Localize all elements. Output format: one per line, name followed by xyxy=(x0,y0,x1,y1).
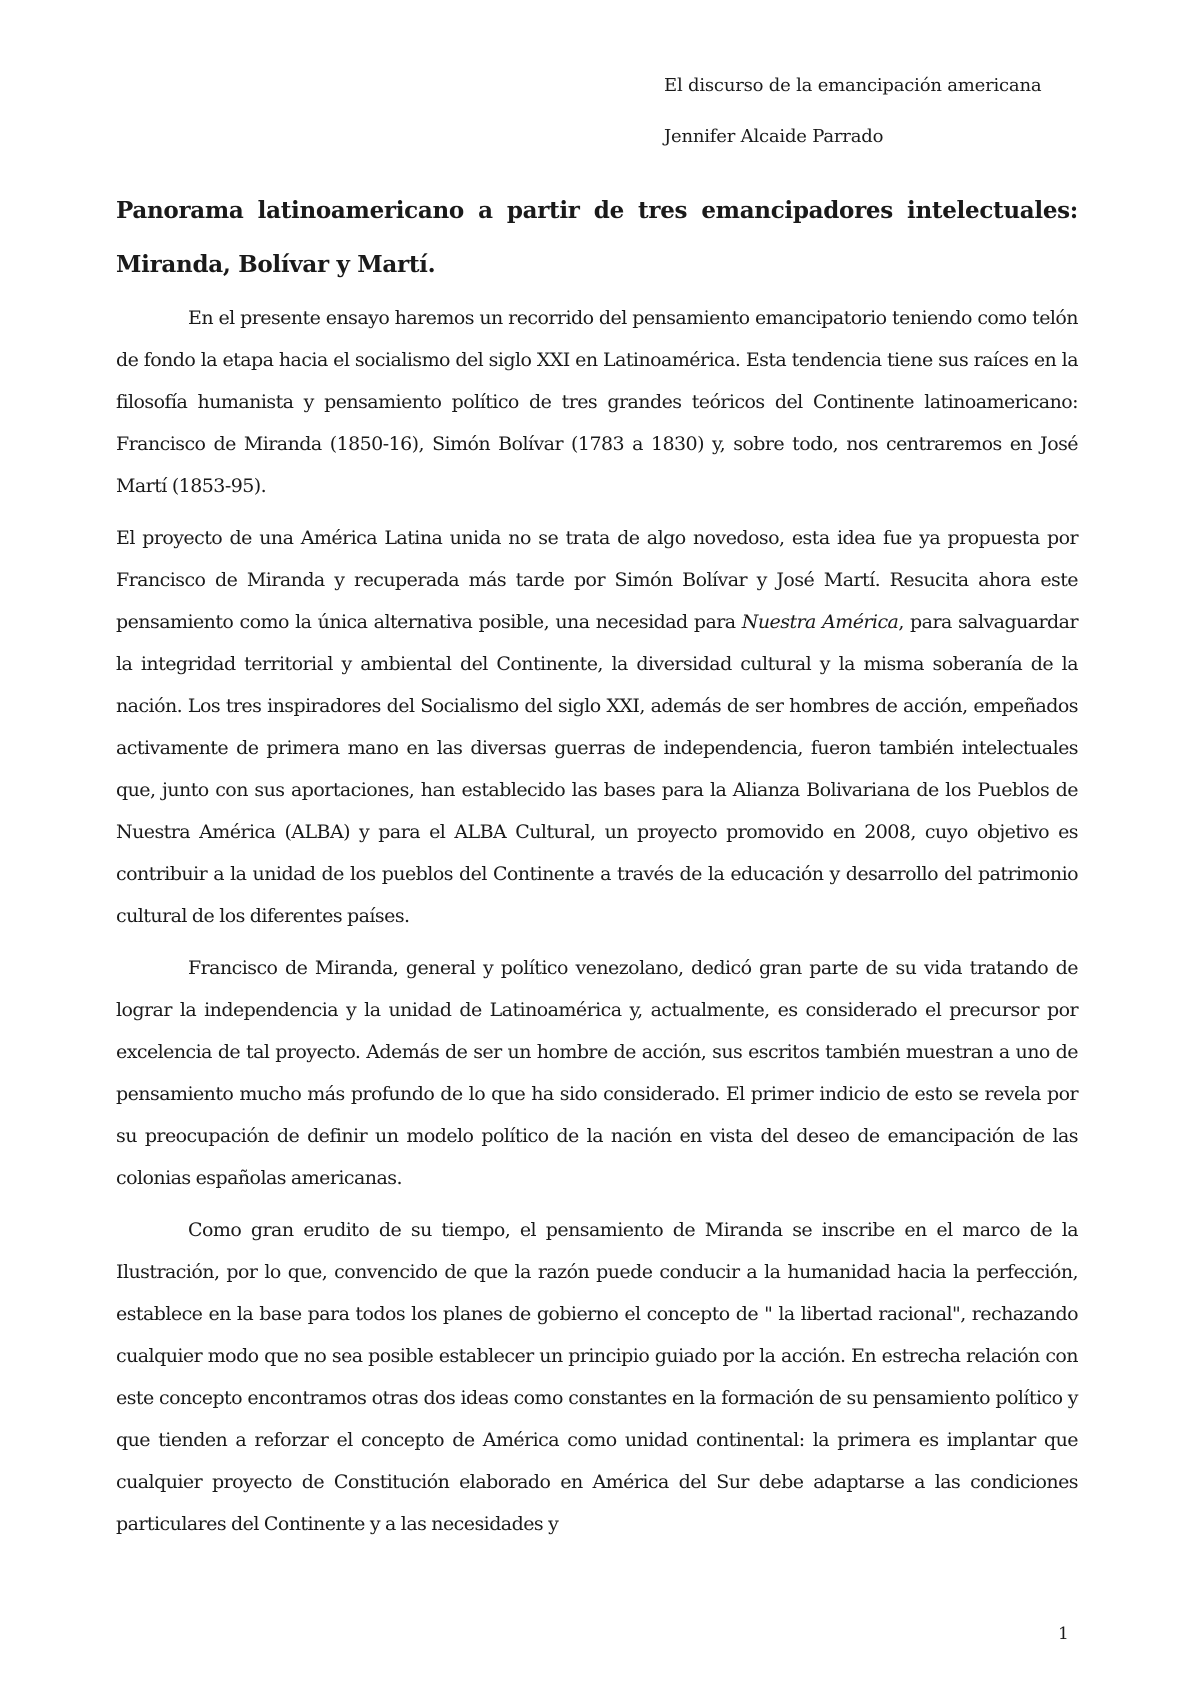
paragraph-2-italic: Nuestra América xyxy=(741,611,899,633)
paragraph-3: Francisco de Miranda, general y político venezolano, dedicó gran parte de su vida tratando de lograr la independencia y la unidad de Latinoamérica y, actualmente, es considerado el precursor por excelencia de tal proyecto. Además de ser un hombre de acción, sus escritos también muestran a uno de pensamiento mucho más profundo de lo que ha sido considerado. El primer indicio de esto se revela por su preocupación de definir un modelo político de la nación en vista del deseo de emancipación de las colonias españolas americanas. xyxy=(116,957,1078,1189)
header-course: El discurso de la emancipación americana xyxy=(664,75,1042,96)
essay-title: Panorama latinoamericano a partir de tres emancipadores intelectuales: Miranda, Bolívar y Martí. xyxy=(116,197,1078,278)
paragraph-2 xyxy=(116,517,1078,937)
header-author: Jennifer Alcaide Parrado xyxy=(664,126,884,147)
paragraph-4: Como gran erudito de su tiempo, el pensamiento de Miranda se inscribe en el marco de la Ilustración, por lo que, convencido de que la razón puede conducir a la humanidad hacia la perfección, establece en la base para todos los planes de gobierno el concepto de " la libertad racional", rechazando cualquier modo que no sea posible establecer un principio guiado por la acción. En estrecha relación con este concepto encontramos otras dos ideas como constantes en la formación de su pensamiento político y que tienden a reforzar el concepto de América como unidad continental: la primera es implantar que cualquier proyecto de Constitución elaborado en América del Sur debe adaptarse a las condiciones particulares del Continente y a las necesidades y xyxy=(116,1219,1078,1535)
paragraph-2-text-a: El proyecto de una América Latina unida no se trata de algo novedoso, esta idea fue ya propuesta por Francisco de Miranda y recuperada más tarde por Simón Bolívar y José Martí. Resucita ahora este pensamiento como la única alternativa posible, una necesidad para xyxy=(116,527,1078,633)
paragraph-1: En el presente ensayo haremos un recorrido del pensamiento emancipatorio teniendo como telón de fondo la etapa hacia el socialismo del siglo XXI en Latinoamérica. Esta tendencia tiene sus raíces en la filosofía humanista y pensamiento político de tres grandes teóricos del Continente latinoamericano: Francisco de Miranda (1850-16), Simón Bolívar (1783 a 1830) y, sobre todo, nos centraremos en José Martí (1853-95). xyxy=(116,307,1078,497)
page-header xyxy=(664,72,1041,151)
paragraph-2-text-b: , para salvaguardar la integridad territorial y ambiental del Continente, la diversidad cultural y la misma soberanía de la nación. Los tres inspiradores del Socialismo del siglo XXI, además de ser hombres de acción, empeñados activamente de primera mano en las diversas guerras de independencia, fueron también intelectuales que, junto con sus aportaciones, han establecido las bases para la Alianza Bolivariana de los Pueblos de Nuestra América (ALBA) y para el ALBA Cultural, un proyecto promovido en 2008, cuyo objetivo es contribuir a la unidad de los pueblos del Continente a través de la educación y desarrollo del patrimonio cultural de los diferentes países. xyxy=(116,611,1078,927)
page-number: 1 xyxy=(1058,1624,1069,1644)
essay-body xyxy=(116,297,1078,1555)
